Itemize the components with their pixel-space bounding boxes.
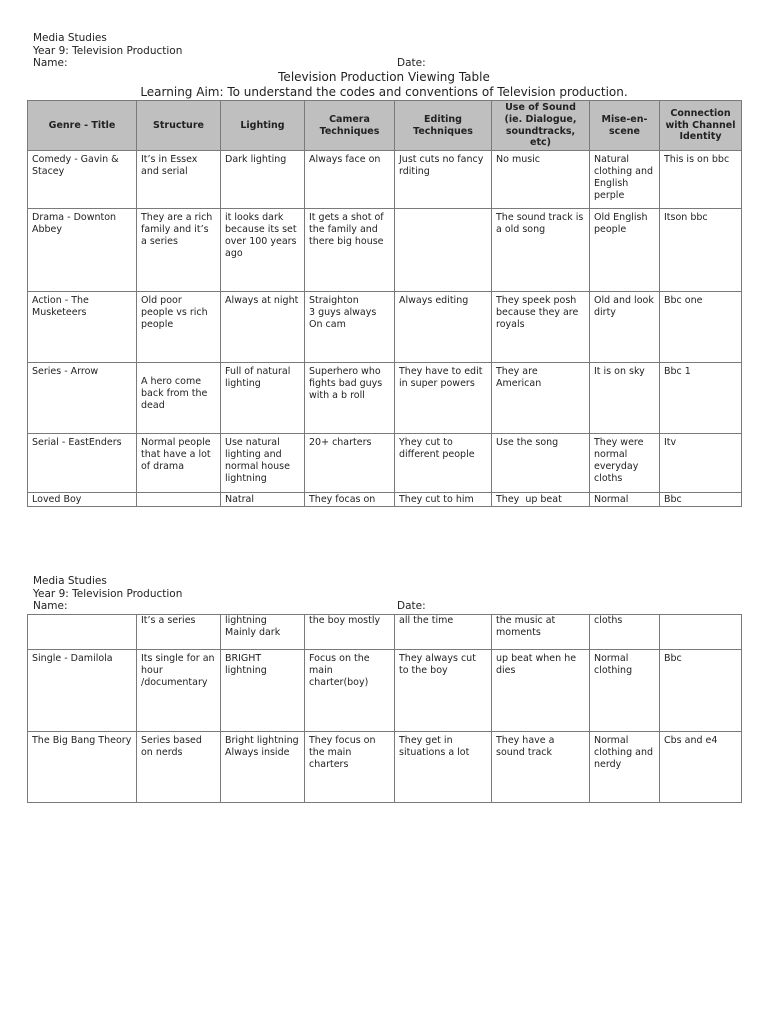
channel-cell: Bbc	[660, 493, 742, 507]
lighting-cell: BRIGHT lightning	[221, 650, 305, 732]
sound-cell: They up beat	[492, 493, 590, 507]
column-header: Mise-en-scene	[590, 101, 660, 151]
column-header: Connection with Channel Identity	[660, 101, 742, 151]
name-label: Name:	[33, 600, 68, 612]
lighting-cell: Use natural lighting and normal house lightning	[221, 434, 305, 493]
editing-cell: They get in situations a lot	[395, 732, 492, 803]
learning-aim: Learning Aim: To understand the codes and conventions of Television production.	[140, 85, 628, 99]
document-title: Television Production Viewing Table	[278, 70, 490, 84]
table-row	[28, 493, 742, 507]
sound-cell: The sound track is a old song	[492, 209, 590, 292]
mise-cell: It is on sky	[590, 363, 660, 434]
column-header: Editing Techniques	[395, 101, 492, 151]
channel-cell: Bbc	[660, 650, 742, 732]
lighting-cell: it looks dark because its set over 100 years ago	[221, 209, 305, 292]
name-label: Name:	[33, 57, 68, 69]
genre-cell: Comedy - Gavin & Stacey	[28, 151, 137, 209]
column-header: Genre - Title	[28, 101, 137, 151]
camera-cell: Focus on the main charter(boy)	[305, 650, 395, 732]
structure-cell	[137, 493, 221, 507]
column-header: Use of Sound (ie. Dialogue, soundtracks, etc)	[492, 101, 590, 151]
viewing-table	[27, 100, 742, 507]
lighting-cell: Full of natural lighting	[221, 363, 305, 434]
viewing-table-continued	[27, 614, 742, 803]
lighting-cell: Dark lighting	[221, 151, 305, 209]
sound-cell: They speek posh because they are royals	[492, 292, 590, 363]
camera-cell: They focus on the main charters	[305, 732, 395, 803]
channel-cell: Bbc one	[660, 292, 742, 363]
mise-cell: Old English people	[590, 209, 660, 292]
table-row	[28, 732, 742, 803]
date-label: Date:	[397, 57, 426, 69]
camera-cell: It gets a shot of the family and there big house	[305, 209, 395, 292]
subject-label: Media Studies	[33, 32, 107, 44]
channel-cell	[660, 615, 742, 650]
channel-cell: Cbs and e4	[660, 732, 742, 803]
table-row	[28, 650, 742, 732]
structure-cell: Series based on nerds	[137, 732, 221, 803]
structure-cell: They are a rich family and it’s a series	[137, 209, 221, 292]
mise-cell: Old and look dirty	[590, 292, 660, 363]
structure-cell: Normal people that have a lot of drama	[137, 434, 221, 493]
genre-cell: Drama - Downton Abbey	[28, 209, 137, 292]
page1-header	[33, 32, 182, 70]
channel-cell: This is on bbc	[660, 151, 742, 209]
genre-cell	[28, 615, 137, 650]
lighting-cell: lightning Mainly dark	[221, 615, 305, 650]
lighting-cell: Natral	[221, 493, 305, 507]
date-label: Date:	[397, 600, 426, 612]
camera-cell: Always face on	[305, 151, 395, 209]
mise-cell: cloths	[590, 615, 660, 650]
structure-cell: Old poor people vs rich people	[137, 292, 221, 363]
page2-header	[33, 575, 182, 613]
channel-cell: Itson bbc	[660, 209, 742, 292]
column-header: Lighting	[221, 101, 305, 151]
editing-cell: They have to edit in super powers	[395, 363, 492, 434]
table-row	[28, 434, 742, 493]
table-row	[28, 292, 742, 363]
sound-cell: up beat when he dies	[492, 650, 590, 732]
genre-cell: Single - Damilola	[28, 650, 137, 732]
sound-cell: the music at moments	[492, 615, 590, 650]
sound-cell: They are American	[492, 363, 590, 434]
editing-cell: They always cut to the boy	[395, 650, 492, 732]
table-row	[28, 363, 742, 434]
subject-label: Media Studies	[33, 575, 107, 587]
table-row	[28, 615, 742, 650]
channel-cell: Bbc 1	[660, 363, 742, 434]
camera-cell: Superhero who fights bad guys with a b roll	[305, 363, 395, 434]
genre-cell: The Big Bang Theory	[28, 732, 137, 803]
editing-cell: Yhey cut to different people	[395, 434, 492, 493]
editing-cell: Just cuts no fancy rditing	[395, 151, 492, 209]
editing-cell: all the time	[395, 615, 492, 650]
camera-cell: Straighton 3 guys always On cam	[305, 292, 395, 363]
mise-cell: They were normal everyday cloths	[590, 434, 660, 493]
genre-cell: Loved Boy	[28, 493, 137, 507]
sound-cell: No music	[492, 151, 590, 209]
editing-cell: They cut to him	[395, 493, 492, 507]
table-row	[28, 151, 742, 209]
camera-cell: They focas on	[305, 493, 395, 507]
mise-cell: Natural clothing and English perple	[590, 151, 660, 209]
sound-cell: They have a sound track	[492, 732, 590, 803]
table-row	[28, 209, 742, 292]
structure-cell: It’s a series	[137, 615, 221, 650]
lighting-cell: Bright lightning Always inside	[221, 732, 305, 803]
genre-cell: Series - Arrow	[28, 363, 137, 434]
channel-cell: Itv	[660, 434, 742, 493]
genre-cell: Action - The Musketeers	[28, 292, 137, 363]
editing-cell	[395, 209, 492, 292]
genre-cell: Serial - EastEnders	[28, 434, 137, 493]
column-header: Camera Techniques	[305, 101, 395, 151]
header-row	[28, 101, 742, 151]
mise-cell: Normal	[590, 493, 660, 507]
year-label: Year 9: Television Production	[33, 44, 183, 57]
camera-cell: 20+ charters	[305, 434, 395, 493]
camera-cell: the boy mostly	[305, 615, 395, 650]
year-label: Year 9: Television Production	[33, 587, 183, 600]
structure-cell: Its single for an hour /documentary	[137, 650, 221, 732]
mise-cell: Normal clothing	[590, 650, 660, 732]
column-header: Structure	[137, 101, 221, 151]
mise-cell: Normal clothing and nerdy	[590, 732, 660, 803]
editing-cell: Always editing	[395, 292, 492, 363]
sound-cell: Use the song	[492, 434, 590, 493]
lighting-cell: Always at night	[221, 292, 305, 363]
structure-cell: It’s in Essex and serial	[137, 151, 221, 209]
structure-cell: A hero come back from the dead	[137, 363, 221, 434]
